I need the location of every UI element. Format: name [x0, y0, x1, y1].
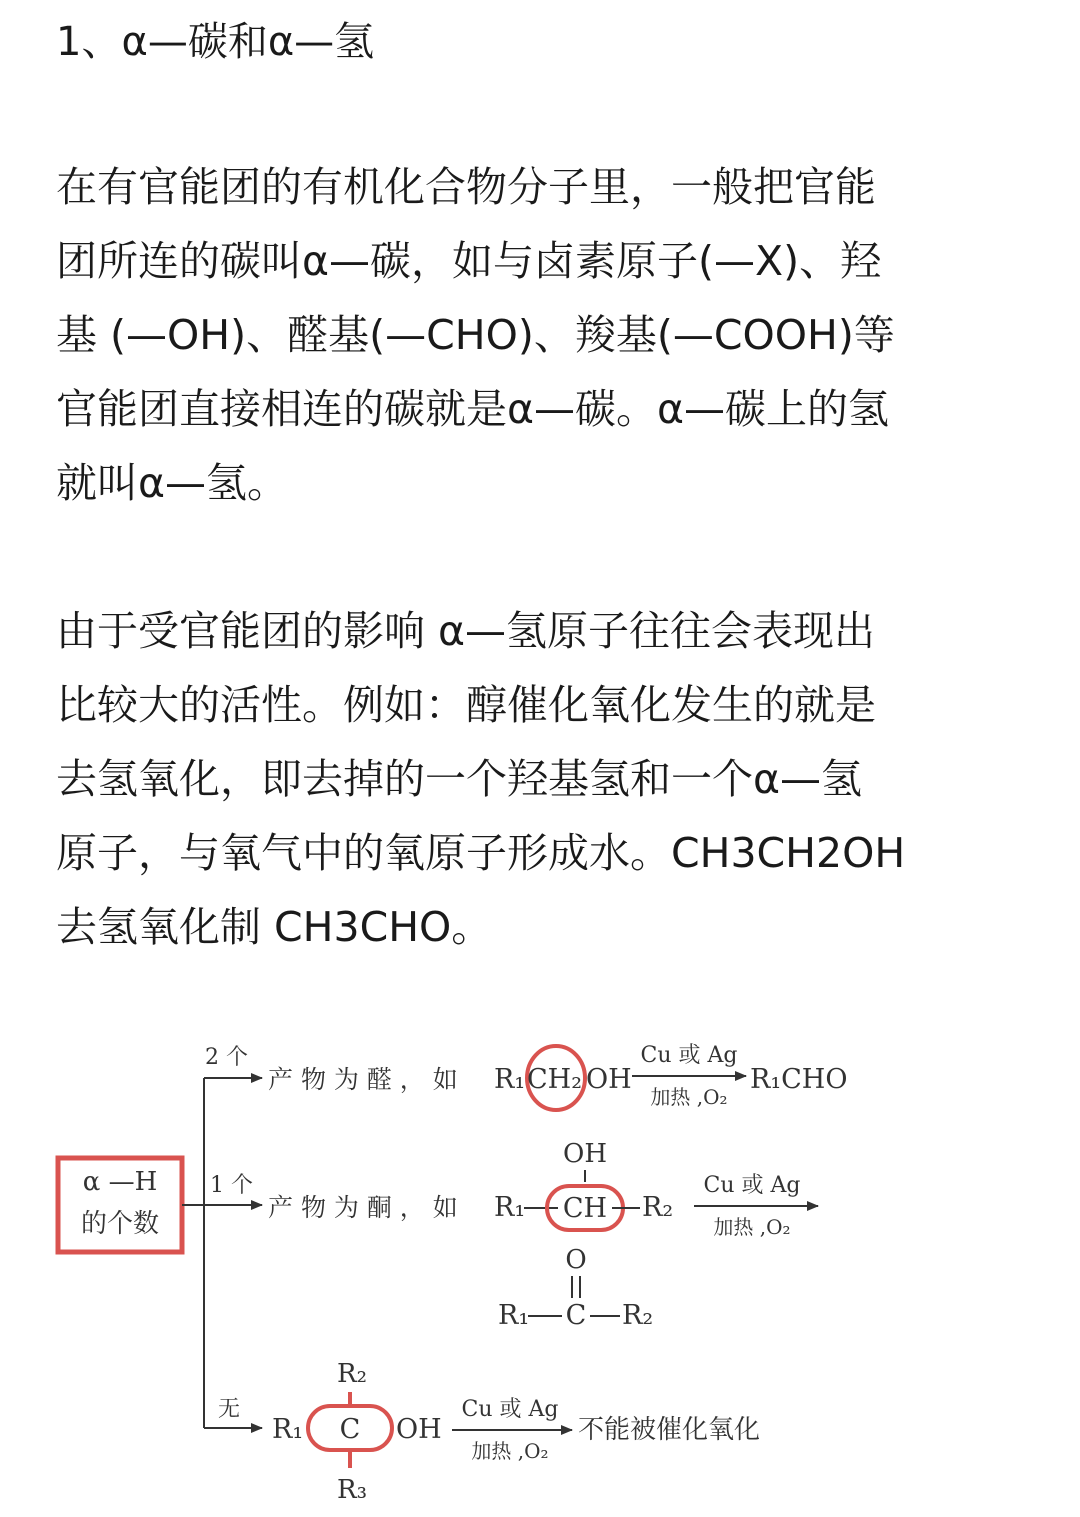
paragraph-line: 由于受官能团的影响 α—氢原子往往会表现出 — [56, 607, 876, 655]
branch-none-r2-top: R₂ — [337, 1359, 367, 1389]
paragraph-line: 去氢氧化制 CH3CHO。 — [56, 903, 493, 951]
section-heading: 1、α—碳和α—氢 — [56, 19, 375, 65]
ketone-oxygen: O — [565, 1245, 587, 1275]
box-label-line1: α —H — [82, 1167, 158, 1197]
box-label-line2: 的个数 — [80, 1209, 160, 1239]
branch-two-oh: OH — [586, 1064, 632, 1095]
ketone-r2: R₂ — [622, 1300, 654, 1331]
paragraph-line: 团所连的碳叫α—碳，如与卤素原子(—X)、羟 — [56, 237, 882, 285]
paragraph-line: 在有官能团的有机化合物分子里，一般把官能 — [56, 163, 876, 211]
branch-one-r1: R₁ — [494, 1192, 526, 1223]
branch-none-condition: 加热 ,O₂ — [471, 1439, 549, 1463]
branch-two-r1: R₁ — [494, 1064, 526, 1095]
branch-none-r3-bottom: R₃ — [337, 1475, 367, 1505]
ketone-r1: R₁ — [498, 1300, 530, 1331]
branch-one-r2: R₂ — [642, 1192, 674, 1223]
branch-two-core: CH₂ — [527, 1064, 583, 1095]
branch-none-catalyst: Cu 或 Ag — [461, 1397, 559, 1422]
paragraph-definition — [56, 150, 895, 520]
branch-two-catalyst: Cu 或 Ag — [640, 1043, 738, 1068]
branch-two-desc: 产 物 为 醛 ， 如 — [268, 1065, 458, 1094]
alpha-h-oxidation-diagram — [0, 1020, 1080, 1517]
paragraph-line: 官能团直接相连的碳就是α—碳。α—碳上的氢 — [56, 385, 890, 433]
ketone-carbon: C — [565, 1300, 587, 1331]
paragraph-activity — [56, 594, 905, 964]
paragraph-line: 比较大的活性。例如：醇催化氧化发生的就是 — [56, 681, 876, 729]
paragraph-line: 原子，与氧气中的氧原子形成水。CH3CH2OH — [56, 829, 906, 877]
branch-two-count: 2 个 — [205, 1045, 248, 1070]
branch-one-condition: 加热 ,O₂ — [713, 1215, 791, 1239]
branch-none-oh: OH — [396, 1414, 442, 1445]
branch-one-oh-top: OH — [563, 1139, 607, 1169]
paragraph-line: 就叫α—氢。 — [56, 459, 289, 507]
branch-two-product: R₁CHO — [750, 1064, 848, 1095]
branch-one-catalyst: Cu 或 Ag — [703, 1173, 801, 1198]
branch-one-desc: 产 物 为 酮 ， 如 — [268, 1193, 458, 1222]
branch-none-r1: R₁ — [272, 1414, 304, 1445]
branch-two-condition: 加热 ,O₂ — [650, 1085, 728, 1109]
branch-none-count: 无 — [218, 1397, 241, 1422]
branch-none-core: C — [339, 1414, 361, 1445]
branch-one-core: CH — [562, 1193, 608, 1224]
branch-one-count: 1 个 — [210, 1173, 253, 1198]
paragraph-line: 去氢氧化，即去掉的一个羟基氢和一个α—氢 — [56, 755, 863, 803]
paragraph-line: 基 (—OH)、醛基(—CHO)、羧基(—COOH)等 — [56, 311, 895, 359]
branch-none-result: 不能被催化氧化 — [578, 1415, 761, 1445]
